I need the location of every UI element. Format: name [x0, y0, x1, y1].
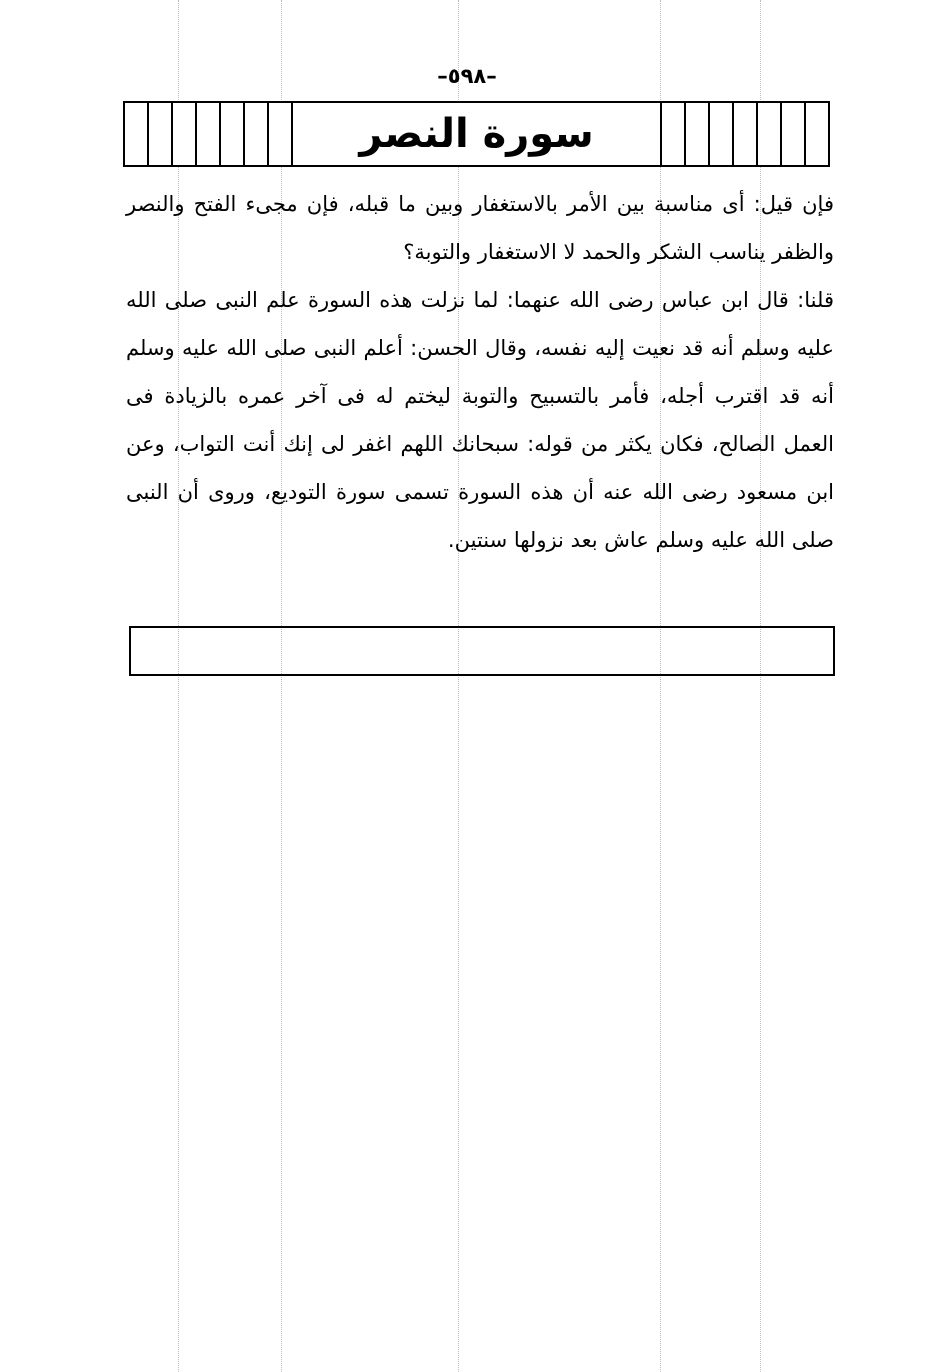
page-number: –٥٩٨–: [437, 64, 497, 88]
banner-right-bars: [660, 103, 828, 165]
section-end-box: [129, 626, 835, 676]
banner-bar: [245, 103, 269, 165]
banner-left-bars: [125, 103, 293, 165]
banner-bar: [149, 103, 173, 165]
banner-bar: [780, 103, 804, 165]
banner-bar: [221, 103, 245, 165]
banner-bar: [684, 103, 708, 165]
answer-paragraph: قلنا: قال ابن عباس رضى الله عنهما: لما نزلت هذه السورة علم النبى صلى الله عليه وسلم أنه قد نعيت إليه نفسه، وقال الحسن: أعلم النبى صلى الله عليه وسلم أنه قد اقترب أجله، فأمر بالتسبيح والتوبة ليختم له فى آخر عمره بالزيادة فى العمل الصالح، فكان يكثر من قوله: سبحانك اللهم اغفر لى إنك أنت التواب، وعن ابن مسعود رضى الله عنه أن هذه السورة تسمى سورة التوديع، وروى أن النبى صلى الله عليه وسلم عاش بعد نزولها سنتين.: [126, 288, 834, 552]
banner-bar: [804, 103, 828, 165]
banner-bar: [197, 103, 221, 165]
banner-bar: [708, 103, 732, 165]
commentary-text: [126, 180, 834, 564]
banner-bar: [269, 103, 293, 165]
surah-title: سورة النصر: [359, 111, 594, 157]
surah-title-box: [293, 103, 660, 165]
banner-bar: [756, 103, 780, 165]
question-paragraph: فإن قيل: أى مناسبة بين الأمر بالاستغفار وبين ما قبله، فإن مجىء الفتح والنصر والظفر يناسب الشكر والحمد لا الاستغفار والتوبة؟: [126, 192, 834, 264]
banner-bar: [660, 103, 684, 165]
banner-bar: [173, 103, 197, 165]
surah-title-banner: [123, 101, 830, 167]
banner-bar: [732, 103, 756, 165]
banner-bar: [125, 103, 149, 165]
